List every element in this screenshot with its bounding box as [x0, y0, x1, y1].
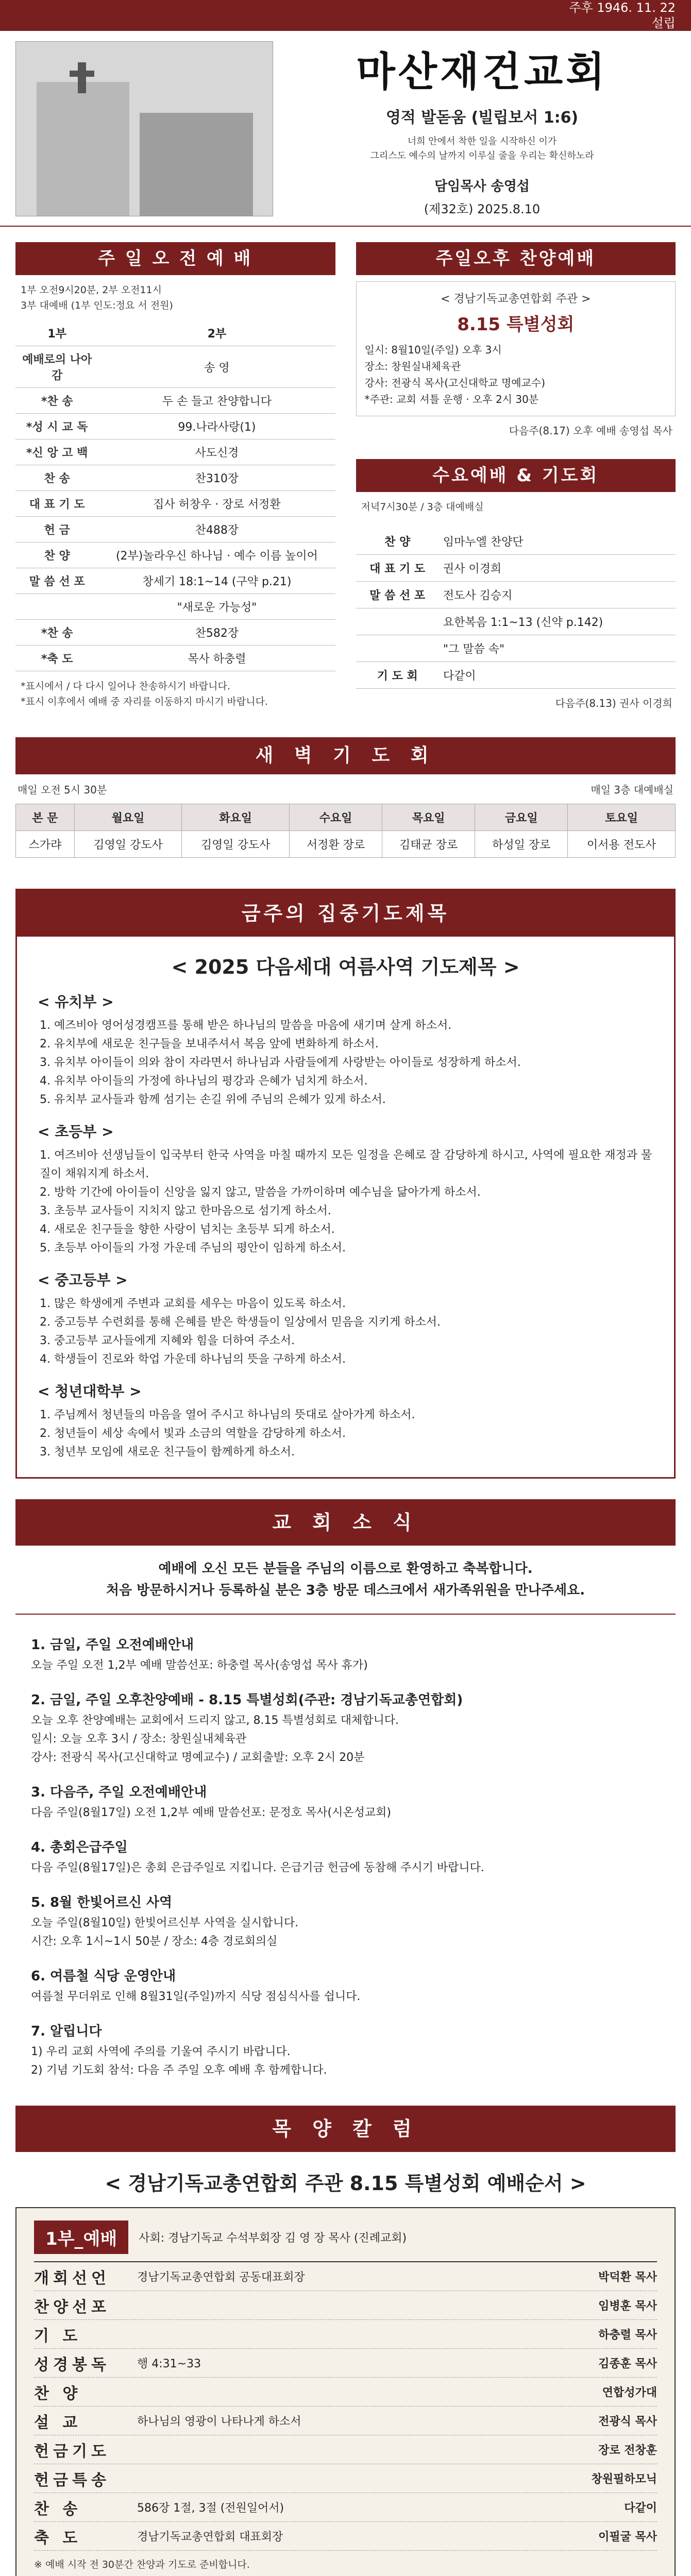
prayer-group-title: < 청년대학부 >: [38, 1383, 142, 1400]
column-head: 목 양 칼 럼: [15, 2106, 676, 2152]
program-key: 헌금특송: [34, 2471, 110, 2489]
prayer-item: 2. 청년들이 세상 속에서 빛과 소금의 역할을 감당하게 하소서.: [40, 1427, 346, 1440]
prayer-item: 4. 새로운 친구들을 향한 사랑이 넘치는 초등부 되게 하소서.: [40, 1223, 335, 1236]
news-line: 오늘 오후 찬양예배는 교회에서 드리지 않고, 8.15 특별성회로 대체합니다.: [31, 1714, 399, 1727]
col-1: 1부: [15, 320, 98, 346]
order-value: 창세기 18:1~14 (구약 p.21): [98, 568, 335, 594]
rally-line-2: 장소: 창원실내체육관: [364, 360, 461, 372]
order-row: [15, 465, 335, 491]
order-value: 찬582장: [98, 620, 335, 646]
vision-desc-1: 너희 안에서 착한 일을 시작하신 이가: [407, 136, 557, 147]
issue-date: (제32호) 2025.8.10: [424, 202, 541, 216]
prayer-item: 1. 예즈비아 영어성경캠프를 통해 받은 하나님의 말씀을 마음에 새기며 살게 하소서.: [40, 1019, 452, 1032]
church-name: 마산재건교회: [356, 48, 608, 95]
prayer-item: 2. 중고등부 수련회를 통해 은혜를 받은 학생들이 일상에서 믿음을 지키게 하소서.: [40, 1316, 441, 1329]
prayer-item: 3. 유치부 아이들이 의와 참이 자라면서 하나님과 사람들에게 사랑받는 아이들로 성장하게 하소서.: [40, 1056, 521, 1069]
order-row: [15, 517, 335, 543]
morning-note-2: 3부 대예배 (1부 인도:정요 서 전원): [21, 300, 173, 311]
order-value: 99.나라사랑(1): [98, 414, 335, 439]
order-value: (2부)놀라우신 하나님 · 예수 이름 높이어: [98, 543, 335, 568]
program-row: [34, 2262, 657, 2291]
news-line: 1) 우리 교회 사역에 주의를 기울여 주시기 바랍니다.: [31, 2045, 291, 2058]
wednesday-row: [356, 662, 676, 689]
order-key: 찬 송: [15, 465, 98, 491]
vision: 영적 발돋움 (빌립보서 1:6): [385, 109, 579, 127]
prayer-group-title: < 초등부 >: [38, 1123, 114, 1140]
order-row: [15, 620, 335, 646]
program-value: 586장 1절, 3절 (전원일어서): [137, 2502, 284, 2515]
program-badge: 1부_예배: [34, 2221, 128, 2254]
news-line: 여름철 무더위로 인해 8월31일(주일)까지 식당 점심식사를 쉽니다.: [31, 1990, 361, 2003]
program-leader: 이필굴 목사: [598, 2531, 657, 2544]
prayer-item: 1. 주님께서 청년들의 마음을 열어 주시고 하나님의 뜻대로 살아가게 하소서.: [40, 1409, 415, 1421]
order-value: 집사 허창우 · 장로 서정환: [98, 491, 335, 517]
prayer-header: 월요일: [74, 804, 182, 831]
program-key: 찬 양: [34, 2384, 82, 2403]
order-row: [15, 439, 335, 465]
order-row: [15, 543, 335, 568]
news-line: 다음 주일(8월17일)은 총회 은급주일로 지킵니다. 은급기금 헌금에 동참해 주시기 바랍니다.: [31, 1861, 484, 1874]
news-title: 3. 다음주, 주일 오전예배안내: [31, 1785, 207, 1800]
program-row: [34, 2522, 657, 2551]
welcome-message: [15, 1546, 676, 1615]
order-key: *신 앙 고 백: [15, 439, 98, 465]
wednesday-value: 전도사 김승지: [439, 582, 676, 608]
program-leader: 창원필하모닉: [591, 2473, 657, 2486]
program-leader: 김종훈 목사: [598, 2358, 657, 2370]
morning-worship: [15, 242, 335, 717]
news-line: 다음 주일(8월17일) 오전 1,2부 예배 말씀선포: 문정호 목사(시온성교회): [31, 1806, 391, 1819]
wednesday-value: 다같이: [439, 662, 676, 689]
wednesday-key: 말 씀 선 포: [356, 582, 439, 608]
rally-line-4: *주관: 교회 셔틀 운행 · 오후 2시 30분: [364, 393, 539, 405]
dawn-prayer-meta: [15, 774, 676, 804]
program-key: 헌금기도: [34, 2442, 110, 2461]
program-row: [34, 2493, 657, 2522]
news-item: [31, 1782, 660, 1822]
program-leader: 하충렬 목사: [598, 2329, 657, 2342]
program-row: [34, 2320, 657, 2349]
order-value: "새로운 가능성": [98, 594, 335, 620]
order-key: 찬 양: [15, 543, 98, 568]
program-leader: 다같이: [624, 2502, 657, 2515]
wednesday-note: 저녁7시30분 / 3층 대예배실: [361, 501, 484, 513]
prayer-item: 1. 여즈비아 선생님들이 입국부터 한국 사역을 마칠 때까지 모든 일정을 은혜로 잘 감당하게 하시고, 사역에 필요한 재정과 물질이 채워지게 하소서.: [40, 1149, 652, 1180]
prayer-header: 화요일: [182, 804, 290, 831]
news-title: 4. 총회은급주일: [31, 1840, 128, 1855]
prayer-header: 수요일: [289, 804, 382, 831]
morning-title: 주 일 오 전 예 배: [15, 242, 335, 275]
vision-desc-2: 그리스도 예수의 날까지 이루실 줄을 우리는 확신하노라: [370, 150, 594, 161]
news-title: 2. 금일, 주일 오후찬양예배 - 8.15 특별성회(주관: 경남기독교총연합회): [31, 1692, 463, 1708]
issue-meta: [569, 0, 676, 31]
order-row: [15, 491, 335, 517]
intercession-body: [17, 991, 674, 1462]
news-line: 오늘 주일(8월10일) 한빛어르신부 사역을 실시합니다.: [31, 1917, 299, 1929]
morning-note: [15, 275, 335, 320]
wednesday-row: [356, 608, 676, 635]
wednesday-value: 임마누엘 찬양단: [439, 528, 676, 555]
order-row: [15, 568, 335, 594]
program-leader: 박덕환 목사: [598, 2271, 657, 2284]
column-title: < 경남기독교총연합회 주관 8.15 특별성회 예배순서 >: [105, 2172, 586, 2195]
church-building-image: [15, 41, 273, 216]
wednesday-value: 요한복음 1:1~13 (신약 p.142): [439, 608, 676, 635]
prayer-group-title: < 중고등부 >: [38, 1272, 128, 1289]
welcome-2: 처음 방문하시거나 등록하실 분은 3층 방문 데스크에서 새가족위원을 만나주세요.: [106, 1583, 585, 1598]
wednesday-key: 찬 양: [356, 528, 439, 555]
rally-line-3: 강사: 전광식 목사(고신대학교 명예교수): [364, 377, 546, 389]
program-key: 찬양선포: [34, 2298, 110, 2316]
program-row: [34, 2435, 657, 2464]
prayer-item: 3. 초등부 교사들이 지치지 않고 한마음으로 섬기게 하소서.: [40, 1205, 331, 1217]
program-row: [34, 2406, 657, 2435]
welcome-1: 예배에 오신 모든 분들을 주님의 이름으로 환영하고 축복합니다.: [158, 1561, 533, 1577]
order-row: [15, 388, 335, 414]
program-key: 개회선언: [34, 2269, 110, 2287]
news-item: [31, 1837, 660, 1877]
top-bar: [0, 0, 691, 31]
church-news-section: [0, 1479, 691, 2085]
rally-lines: [365, 342, 667, 408]
order-key: 말 씀 선 포: [15, 568, 98, 594]
prayer-item: 5. 초등부 아이들의 가정 가운데 주님의 평안이 임하게 하소서.: [40, 1242, 346, 1255]
sermon-column-section: [0, 2085, 691, 2576]
prayer-item: 3. 청년부 모임에 새로운 친구들이 함께하게 하소서.: [40, 1446, 295, 1459]
founding-date: 주후 1946. 11. 22: [569, 1, 676, 15]
wednesday-key: 대 표 기 도: [356, 555, 439, 582]
order-value: 두 손 들고 찬양합니다: [98, 388, 335, 414]
founding-label: 설립: [651, 16, 676, 30]
news-title: 5. 8월 한빛어르신 사역: [31, 1895, 173, 1910]
program-row: [34, 2378, 657, 2406]
program-key: 기 도: [34, 2327, 82, 2345]
prayer-group: [38, 1380, 653, 1462]
order-key: *찬 송: [15, 620, 98, 646]
wednesday-row: [356, 635, 676, 662]
order-key: *축 도: [15, 646, 98, 671]
prayer-group: [38, 991, 653, 1109]
special-rally-box: [356, 281, 676, 416]
program-note: ※ 예배 시작 전 30분간 찬양과 기도로 준비합니다.: [34, 2559, 250, 2570]
news-item: [31, 1892, 660, 1951]
program-value: 행 4:31~33: [137, 2358, 201, 2370]
footnote-2: *표시 이후에서 예배 중 자리를 이동하지 마시기 바랍니다.: [21, 696, 268, 707]
col-2: 2부: [98, 320, 335, 346]
order-key: 헌 금: [15, 517, 98, 543]
prayer-header: 본 문: [16, 804, 75, 831]
order-key: *찬 송: [15, 388, 98, 414]
prayer-cell: 하성일 장로: [475, 831, 568, 858]
news-line: 오늘 주일 오전 1,2부 예배 말씀선포: 하충렬 목사(송영섭 목사 휴가): [31, 1659, 368, 1672]
news-item: [31, 2021, 660, 2080]
program-value: 경남기독교총연합회 대표회장: [137, 2531, 283, 2544]
news-head: 교 회 소 식: [15, 1499, 676, 1546]
morning-order-table: [15, 320, 335, 671]
footnote-1: *표시에서 / 다 다시 일어나 찬송하시기 바랍니다.: [21, 681, 230, 692]
rally-title: 8.15 특별성회: [457, 314, 575, 335]
program-leader: 전광식 목사: [598, 2415, 657, 2428]
order-value: 사도신경: [98, 439, 335, 465]
order-value: 목사 하충렬: [98, 646, 335, 671]
intercession-section: [0, 873, 691, 1479]
intercession-box: [15, 889, 676, 1479]
wednesday-key: [356, 635, 439, 662]
program-row: [34, 2464, 657, 2493]
program-value: 경남기독교총연합회 공동대표회장: [137, 2271, 305, 2284]
news-item: [31, 1634, 660, 1675]
pastor: 담임목사 송영섭: [434, 179, 530, 194]
program-value: 하나님의 영광이 나타나게 하소서: [137, 2415, 301, 2428]
afternoon-title: 주일오후 찬양예배: [356, 242, 676, 275]
program-leader: 임병훈 목사: [598, 2300, 657, 2313]
prayer-item: 4. 유치부 아이들의 가정에 하나님의 평강과 은혜가 넘치게 하소서.: [40, 1075, 368, 1088]
news-line: 강사: 전광식 목사(고신대학교 명예교수) / 교회출발: 오후 2시 20분: [31, 1751, 365, 1764]
program-key: 축 도: [34, 2529, 82, 2547]
program-row: [34, 2291, 657, 2320]
worship-section: [0, 227, 691, 732]
program-rows: [34, 2262, 657, 2551]
prayer-item: 4. 학생들이 진로와 학업 가운데 하나님의 뜻을 구하게 하소서.: [40, 1353, 346, 1366]
prayer-cell: 김영일 강도사: [182, 831, 290, 858]
prayer-item: 2. 방학 기간에 아이들이 신앙을 잃지 않고, 말씀을 가까이하며 예수님을 닮아가게 하소서.: [40, 1186, 481, 1199]
wednesday-title: 수요예배 & 기도회: [356, 459, 676, 492]
afternoon-next: 다음주(8.17) 오후 예배 송영섭 목사: [509, 425, 672, 437]
prayer-header: 금요일: [475, 804, 568, 831]
wednesday-row: [356, 582, 676, 608]
afternoon-worship: [356, 242, 676, 717]
dawn-prayer-section: [0, 732, 691, 873]
news-line: 시간: 오후 1시~1시 50분 / 장소: 4층 경로회의실: [31, 1935, 278, 1948]
prayer-item: 3. 중고등부 교사들에게 지혜와 힘을 더하여 주소서.: [40, 1334, 295, 1347]
order-value: 찬310장: [98, 465, 335, 491]
rally-line-1: 일시: 8월10일(주일) 오후 3시: [364, 344, 502, 356]
prayer-cell: 이서용 전도사: [568, 831, 676, 858]
wednesday-table: [356, 528, 676, 689]
prayer-cell: 서정환 장로: [289, 831, 382, 858]
order-row: [15, 646, 335, 671]
news-item: [31, 1689, 660, 1767]
dawn-prayer-place: 매일 3층 대예배실: [591, 784, 673, 796]
prayer-group: [38, 1269, 653, 1369]
wednesday-key: [356, 608, 439, 635]
prayer-cell: 김영일 강도사: [74, 831, 182, 858]
news-line: 2) 기념 기도회 참석: 다음 주 주일 오후 예배 후 함께합니다.: [31, 2064, 327, 2077]
service-program: [15, 2207, 676, 2576]
news-line: 일시: 오늘 오후 3시 / 장소: 창원실내체육관: [31, 1733, 247, 1745]
prayer-header: 목요일: [382, 804, 475, 831]
rally-organizer: < 경남기독교총연합회 주관 >: [440, 293, 591, 306]
program-key: 설 교: [34, 2413, 82, 2432]
program-leader: 연합성가대: [602, 2386, 657, 2399]
prayer-item: 1. 많은 학생에게 주변과 교회를 세우는 마음이 있도록 하소서.: [40, 1297, 346, 1310]
order-key: 대 표 기 도: [15, 491, 98, 517]
prayer-item: 5. 유치부 교사들과 함께 섬기는 손길 위에 주님의 은혜가 있게 하소서.: [40, 1093, 386, 1106]
prayer-item: 2. 유치부에 새로운 친구들을 보내주셔서 복음 앞에 변화하게 하소서.: [40, 1038, 379, 1050]
prayer-group-title: < 유치부 >: [38, 993, 114, 1010]
morning-note-1: 1부 오전9시20분, 2부 오전11시: [21, 284, 162, 296]
intercession-title: < 2025 다음세대 여름사역 기도제목 >: [171, 956, 520, 978]
order-row: [15, 594, 335, 620]
wednesday-row: [356, 555, 676, 582]
program-leader: 장로 전창훈: [598, 2444, 657, 2457]
order-row: [15, 346, 335, 388]
news-title: 1. 금일, 주일 오전예배안내: [31, 1637, 194, 1653]
wednesday-value: "그 말씀 속": [439, 635, 676, 662]
morning-footnotes: [15, 671, 335, 717]
intercession-head: 금주의 집중기도제목: [17, 890, 674, 937]
order-key: [15, 594, 98, 620]
program-head: [34, 2221, 657, 2262]
order-key: *성 시 교 독: [15, 414, 98, 439]
prayer-cell: 스가랴: [16, 831, 75, 858]
news-title: 6. 여름철 식당 운영안내: [31, 1969, 176, 1984]
order-key: 예배로의 나아감: [15, 346, 98, 388]
dawn-prayer-table: [15, 804, 676, 858]
wednesday-value: 권사 이경희: [439, 555, 676, 582]
news-body: [15, 1615, 676, 2085]
prayer-header: 토요일: [568, 804, 676, 831]
dawn-prayer-title: 새 벽 기 도 회: [15, 737, 676, 774]
hero-info: [289, 41, 676, 215]
hero: [0, 31, 691, 227]
prayer-group: [38, 1121, 653, 1258]
program-key: 찬 송: [34, 2500, 82, 2518]
prayer-cell: 김태균 장로: [382, 831, 475, 858]
news-item: [31, 1965, 660, 2006]
program-sub: 사회: 경남기독교 수석부회장 김 영 장 목사 (진례교회): [139, 2232, 407, 2245]
program-row: [34, 2349, 657, 2378]
wednesday-next: 다음주(8.13) 권사 이경희: [555, 697, 672, 709]
wednesday-row: [356, 528, 676, 555]
order-row: [15, 414, 335, 439]
order-value: 송 영: [98, 346, 335, 388]
vision-desc: [370, 134, 594, 163]
dawn-prayer-time: 매일 오전 5시 30분: [18, 784, 107, 796]
program-key: 성경봉독: [34, 2355, 110, 2374]
order-value: 찬488장: [98, 517, 335, 543]
news-title: 7. 알립니다: [31, 2024, 102, 2039]
wednesday-key: 기 도 회: [356, 662, 439, 689]
